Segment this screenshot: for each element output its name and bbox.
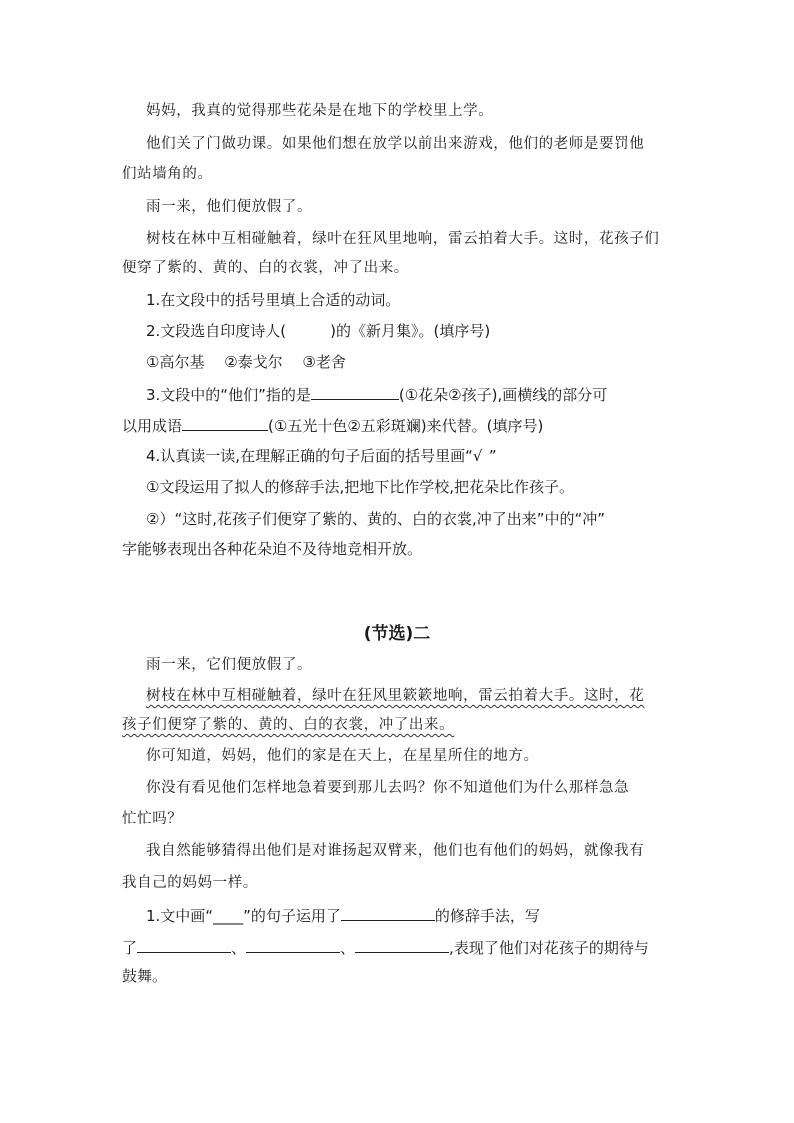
passage2-wavy-line-2: 孩子们便穿了紫的、黄的、白的衣裳，冲了出来。 [122, 717, 455, 733]
answer-blank-3b[interactable] [182, 414, 268, 431]
answer-blank-s2-3[interactable] [246, 936, 340, 953]
question-3b-suffix: (①五光十色②五彩斑斓)来代替。(填序号) [268, 417, 544, 435]
question-3b-prefix: 以用成语 [122, 417, 183, 435]
passage1-line-4: 雨一来，他们便放假了。 [146, 199, 313, 215]
passage2-line-4: 你可知道，妈妈，他们的家是在天上，在星星所住的地方。 [146, 748, 539, 764]
passage2-line-6: 忙忙吗？ [122, 811, 183, 827]
s2-q1-suffix: 的修辞手法，写 [434, 907, 540, 925]
question-2-options: ①高尔基 ②泰戈尔 ③老舍 [146, 353, 346, 371]
passage1-line-6: 便穿了紫的、黄的、白的衣裳，冲了出来。 [122, 260, 409, 276]
question-4-suffix: ” [488, 447, 497, 465]
question-3-line-2 [122, 414, 543, 436]
question-3-line-1 [146, 383, 607, 405]
question-2-suffix: )的《新月集》。(填序号) [330, 322, 491, 340]
question-4 [146, 446, 497, 466]
question-4-statement-1: ①文段运用了拟人的修辞手法,把地下比作学校,把花朵比作孩子。 [146, 478, 574, 496]
s2-q1b-sep-1: 、 [231, 939, 247, 957]
answer-blank-s2-1[interactable] [341, 904, 435, 921]
section-title: (节选)二 [363, 624, 431, 644]
s2-q1-prefix: 1.文中画“ [146, 907, 214, 925]
question-4-prefix: 4.认真读一读,在理解正确的句子后面的括号里画“ [146, 447, 473, 465]
passage2-line-5: 你没有看见他们怎样地急着要到那儿去吗？你不知道他们为什么那样急急 [146, 780, 630, 796]
question-1: 1.在文段中的括号里填上合适的动词。 [146, 291, 401, 309]
question-2 [146, 321, 490, 341]
check-mark-icon: √ [472, 447, 483, 465]
question-4-statement-2-line-1: ②）“这时,花孩子们便穿了紫的、黄的、白的衣裳,冲了出来”中的“冲” [146, 510, 606, 528]
passage1-line-2: 他们关了门做功课。如果他们想在放学以前出来游戏，他们的老师是要罚他 [146, 136, 645, 152]
s2-question-1-line-2 [122, 936, 649, 958]
passage2-wavy-line-1: 树枝在林中互相碰触着，绿叶在狂风里簌簌地响，雷云拍着大手。这时，花 [146, 688, 645, 704]
underline-sample: ____ [213, 907, 244, 925]
s2-q1b-sep-2: 、 [340, 939, 356, 957]
s2-q1b-prefix: 了 [122, 939, 138, 957]
s2-question-1-line-3: 鼓舞。 [122, 967, 168, 985]
answer-blank-3a[interactable] [311, 383, 399, 400]
s2-question-1-line-1 [146, 904, 540, 926]
question-2-prefix: 2.文段选自印度诗人( [146, 322, 287, 340]
question-3-suffix: (①花朵②孩子),画横线的部分可 [398, 386, 608, 404]
s2-q1b-suffix: ,表现了他们对花孩子的期待与 [449, 939, 649, 957]
passage2-line-7: 我自然能够猜得出他们是对谁扬起双臂来，他们也有他们的妈妈，就像我有 [146, 843, 645, 859]
passage1-line-3: 们站墙角的。 [122, 166, 213, 182]
answer-blank-s2-2[interactable] [137, 936, 231, 953]
question-4-statement-2-line-2: 字能够表现出各种花朵迫不及待地竞相开放。 [122, 540, 423, 558]
s2-q1-mid: ”的句子运用了 [243, 907, 341, 925]
passage1-line-1: 妈妈，我真的觉得那些花朵是在地下的学校里上学。 [146, 103, 494, 119]
answer-blank-s2-4[interactable] [355, 936, 449, 953]
passage2-line-8: 我自己的妈妈一样。 [122, 875, 258, 891]
passage1-line-5: 树枝在林中互相碰触着，绿叶在狂风里地响，雷云拍着大手。这时，花孩子们 [146, 231, 660, 247]
question-3-prefix: 3.文段中的“他们”指的是 [146, 386, 311, 404]
passage2-line-1: 雨一来，它们便放假了。 [146, 657, 313, 673]
